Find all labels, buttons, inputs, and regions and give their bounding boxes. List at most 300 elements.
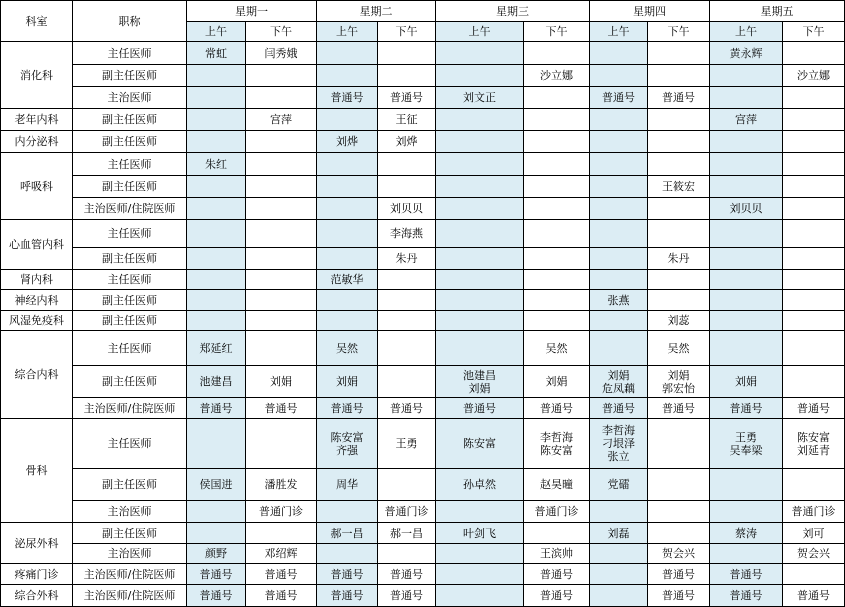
doctor-slot-cell [710, 176, 783, 198]
doctor-slot-cell [436, 544, 524, 564]
schedule-row [1, 270, 845, 290]
doctor-slot-cell: 普通门诊 [378, 501, 436, 523]
doctor-slot-cell [246, 220, 317, 248]
doctor-slot-cell [436, 564, 524, 585]
doctor-slot-cell: 王筱宏 [648, 176, 710, 198]
department-cell: 消化科 [1, 42, 73, 109]
doctor-slot-cell [246, 331, 317, 366]
doctor-slot-cell [783, 176, 845, 198]
doctor-slot-cell [187, 290, 246, 311]
doctor-slot-cell [317, 42, 378, 65]
doctor-slot-cell: 刘娟 危凤藕 [590, 366, 648, 398]
department-cell: 老年内科 [1, 109, 73, 131]
doctor-slot-cell: 范敏华 [317, 270, 378, 290]
doctor-slot-cell [783, 42, 845, 65]
doctor-slot-cell: 朱红 [187, 153, 246, 176]
doctor-slot-cell [436, 220, 524, 248]
doctor-slot-cell [783, 131, 845, 153]
doctor-slot-cell [524, 198, 590, 220]
doctor-slot-cell [436, 153, 524, 176]
header-am: 上午 [317, 22, 378, 42]
doctor-slot-cell [187, 220, 246, 248]
doctor-slot-cell [317, 198, 378, 220]
doctor-slot-cell [710, 544, 783, 564]
header-dept: 科室 [1, 1, 73, 42]
title-cell: 副主任医师 [73, 311, 187, 331]
schedule-row [1, 311, 845, 331]
doctor-slot-cell [648, 198, 710, 220]
doctor-slot-cell [436, 501, 524, 523]
doctor-slot-cell [524, 109, 590, 131]
doctor-slot-cell: 蔡涛 [710, 523, 783, 544]
doctor-slot-cell [524, 311, 590, 331]
doctor-slot-cell [783, 311, 845, 331]
doctor-slot-cell [378, 544, 436, 564]
doctor-slot-cell [436, 248, 524, 270]
doctor-slot-cell [783, 270, 845, 290]
doctor-slot-cell: 闫秀娥 [246, 42, 317, 65]
doctor-slot-cell [317, 65, 378, 87]
doctor-slot-cell: 黄永辉 [710, 42, 783, 65]
schedule-row [1, 290, 845, 311]
doctor-slot-cell: 王征 [378, 109, 436, 131]
doctor-slot-cell [710, 65, 783, 87]
doctor-slot-cell: 吴然 [648, 331, 710, 366]
department-cell: 肾内科 [1, 270, 73, 290]
doctor-slot-cell: 叶剑飞 [436, 523, 524, 544]
doctor-slot-cell: 刘娟 [524, 366, 590, 398]
schedule-row [1, 366, 845, 398]
header-pm: 下午 [246, 22, 317, 42]
doctor-slot-cell: 普通号 [648, 585, 710, 607]
doctor-slot-cell: 普通号 [648, 564, 710, 585]
doctor-slot-cell: 李哲海 刁垠泽 张立 [590, 419, 648, 469]
title-cell: 主任医师 [73, 42, 187, 65]
doctor-slot-cell: 吴然 [524, 331, 590, 366]
doctor-slot-cell: 刘磊 [590, 523, 648, 544]
schedule-row [1, 248, 845, 270]
doctor-slot-cell [378, 290, 436, 311]
doctor-slot-cell [710, 270, 783, 290]
doctor-slot-cell: 沙立娜 [783, 65, 845, 87]
title-cell: 副主任医师 [73, 131, 187, 153]
doctor-slot-cell: 刘贝贝 [710, 198, 783, 220]
doctor-slot-cell [648, 523, 710, 544]
doctor-slot-cell [436, 198, 524, 220]
doctor-slot-cell [524, 523, 590, 544]
doctor-slot-cell [590, 131, 648, 153]
doctor-slot-cell [648, 501, 710, 523]
doctor-slot-cell [378, 176, 436, 198]
doctor-slot-cell: 颜野 [187, 544, 246, 564]
doctor-slot-cell [246, 419, 317, 469]
schedule-row [1, 544, 845, 564]
doctor-slot-cell [590, 564, 648, 585]
doctor-slot-cell [590, 176, 648, 198]
schedule-row [1, 501, 845, 523]
doctor-slot-cell: 陈安富 刘延青 [783, 419, 845, 469]
department-cell: 泌尿外科 [1, 523, 73, 564]
schedule-row [1, 153, 845, 176]
header-day-monday: 星期一 [187, 1, 317, 22]
doctor-slot-cell: 普通号 [648, 87, 710, 109]
header-am: 上午 [436, 22, 524, 42]
header-pm: 下午 [783, 22, 845, 42]
doctor-slot-cell [648, 419, 710, 469]
doctor-slot-cell [246, 523, 317, 544]
doctor-slot-cell [648, 153, 710, 176]
doctor-slot-cell [436, 311, 524, 331]
doctor-slot-cell [590, 311, 648, 331]
schedule-row [1, 564, 845, 585]
doctor-slot-cell: 普通号 [710, 585, 783, 607]
doctor-slot-cell [710, 290, 783, 311]
doctor-slot-cell: 陈安富 [436, 419, 524, 469]
doctor-slot-cell: 普通号 [378, 398, 436, 419]
doctor-slot-cell: 刘娟 郭宏怡 [648, 366, 710, 398]
doctor-slot-cell: 刘娟 [246, 366, 317, 398]
schedule-row [1, 65, 845, 87]
schedule-row [1, 109, 845, 131]
doctor-slot-cell [187, 419, 246, 469]
doctor-slot-cell [317, 544, 378, 564]
doctor-slot-cell [710, 153, 783, 176]
schedule-row [1, 331, 845, 366]
doctor-slot-cell: 普通号 [378, 87, 436, 109]
title-cell: 主任医师 [73, 153, 187, 176]
doctor-slot-cell [378, 311, 436, 331]
doctor-slot-cell [710, 311, 783, 331]
title-cell: 副主任医师 [73, 65, 187, 87]
doctor-slot-cell [524, 270, 590, 290]
schedule-row [1, 198, 845, 220]
doctor-slot-cell [378, 65, 436, 87]
doctor-slot-cell: 普通门诊 [524, 501, 590, 523]
doctor-slot-cell: 李海燕 [378, 220, 436, 248]
doctor-slot-cell [783, 290, 845, 311]
doctor-slot-cell [783, 153, 845, 176]
department-cell: 神经内科 [1, 290, 73, 311]
doctor-slot-cell: 潘胜发 [246, 469, 317, 501]
doctor-slot-cell: 刘娟 [710, 366, 783, 398]
department-cell: 综合内科 [1, 331, 73, 419]
schedule-body [1, 1, 845, 607]
doctor-slot-cell: 孙卓然 [436, 469, 524, 501]
doctor-slot-cell: 王滨帅 [524, 544, 590, 564]
doctor-slot-cell [590, 153, 648, 176]
doctor-slot-cell [378, 270, 436, 290]
doctor-slot-cell [590, 109, 648, 131]
title-cell: 主治医师/住院医师 [73, 564, 187, 585]
doctor-slot-cell: 郑延红 [187, 331, 246, 366]
doctor-slot-cell: 赵昊曈 [524, 469, 590, 501]
doctor-slot-cell [187, 248, 246, 270]
doctor-slot-cell [648, 109, 710, 131]
doctor-slot-cell [590, 248, 648, 270]
header-day-friday: 星期五 [710, 1, 845, 22]
doctor-slot-cell [710, 469, 783, 501]
doctor-slot-cell [187, 523, 246, 544]
doctor-slot-cell [317, 290, 378, 311]
schedule-row [1, 131, 845, 153]
doctor-slot-cell: 普通号 [590, 398, 648, 419]
doctor-slot-cell [590, 544, 648, 564]
header-am: 上午 [710, 22, 783, 42]
doctor-slot-cell: 贺会兴 [783, 544, 845, 564]
doctor-slot-cell [378, 42, 436, 65]
doctor-slot-cell: 王勇 吴奉梁 [710, 419, 783, 469]
title-cell: 副主任医师 [73, 469, 187, 501]
title-cell: 主任医师 [73, 331, 187, 366]
doctor-slot-cell: 普通号 [710, 398, 783, 419]
doctor-slot-cell: 刘蕊 [648, 311, 710, 331]
header-am: 上午 [590, 22, 648, 42]
doctor-slot-cell [710, 220, 783, 248]
doctor-slot-cell [187, 87, 246, 109]
doctor-slot-cell [590, 331, 648, 366]
doctor-slot-cell [648, 65, 710, 87]
doctor-slot-cell: 刘文正 [436, 87, 524, 109]
doctor-slot-cell [590, 501, 648, 523]
doctor-slot-cell [317, 153, 378, 176]
doctor-slot-cell [187, 109, 246, 131]
doctor-slot-cell: 普通门诊 [783, 501, 845, 523]
doctor-slot-cell: 宫萍 [246, 109, 317, 131]
doctor-slot-cell: 普通号 [187, 398, 246, 419]
schedule-row [1, 419, 845, 469]
doctor-slot-cell [590, 198, 648, 220]
doctor-slot-cell: 普通号 [648, 398, 710, 419]
title-cell: 主治医师 [73, 501, 187, 523]
schedule-row [1, 42, 845, 65]
doctor-slot-cell [436, 42, 524, 65]
doctor-slot-cell: 沙立娜 [524, 65, 590, 87]
schedule-row [1, 585, 845, 607]
doctor-slot-cell [246, 153, 317, 176]
doctor-slot-cell: 周华 [317, 469, 378, 501]
schedule-row [1, 469, 845, 501]
header-row-days [1, 1, 845, 22]
doctor-slot-cell [524, 290, 590, 311]
doctor-slot-cell: 张燕 [590, 290, 648, 311]
doctor-slot-cell: 普通号 [317, 398, 378, 419]
doctor-slot-cell [648, 131, 710, 153]
doctor-slot-cell [378, 153, 436, 176]
title-cell: 副主任医师 [73, 366, 187, 398]
doctor-slot-cell: 刘贝贝 [378, 198, 436, 220]
doctor-slot-cell [317, 311, 378, 331]
title-cell: 副主任医师 [73, 176, 187, 198]
doctor-slot-cell: 宫萍 [710, 109, 783, 131]
doctor-slot-cell: 普通号 [317, 564, 378, 585]
doctor-slot-cell [524, 248, 590, 270]
department-cell: 疼痛门诊 [1, 564, 73, 585]
doctor-slot-cell [246, 87, 317, 109]
doctor-slot-cell [246, 270, 317, 290]
doctor-slot-cell [246, 65, 317, 87]
doctor-slot-cell: 刘娟 [317, 366, 378, 398]
doctor-slot-cell [317, 501, 378, 523]
doctor-slot-cell: 普通号 [187, 585, 246, 607]
doctor-slot-cell [187, 198, 246, 220]
doctor-slot-cell [378, 469, 436, 501]
doctor-slot-cell: 贺会兴 [648, 544, 710, 564]
doctor-slot-cell: 普通号 [524, 398, 590, 419]
doctor-slot-cell: 普通号 [783, 398, 845, 419]
doctor-slot-cell: 普通号 [436, 398, 524, 419]
doctor-slot-cell [590, 220, 648, 248]
doctor-slot-cell [783, 87, 845, 109]
doctor-slot-cell [783, 469, 845, 501]
doctor-slot-cell: 常虹 [187, 42, 246, 65]
doctor-slot-cell: 普通号 [590, 87, 648, 109]
title-cell: 副主任医师 [73, 523, 187, 544]
doctor-slot-cell [317, 176, 378, 198]
doctor-slot-cell [317, 220, 378, 248]
doctor-slot-cell [436, 109, 524, 131]
header-title: 职称 [73, 1, 187, 42]
doctor-slot-cell [710, 501, 783, 523]
doctor-slot-cell [783, 198, 845, 220]
title-cell: 主治医师/住院医师 [73, 198, 187, 220]
doctor-slot-cell: 李哲海 陈安富 [524, 419, 590, 469]
doctor-slot-cell [246, 290, 317, 311]
doctor-slot-cell [524, 131, 590, 153]
doctor-slot-cell [436, 176, 524, 198]
doctor-slot-cell [246, 198, 317, 220]
doctor-slot-cell: 普通号 [524, 585, 590, 607]
doctor-slot-cell: 普通号 [317, 87, 378, 109]
doctor-slot-cell: 普通号 [710, 564, 783, 585]
doctor-slot-cell [524, 176, 590, 198]
doctor-slot-cell [524, 153, 590, 176]
doctor-slot-cell [187, 65, 246, 87]
doctor-slot-cell [524, 42, 590, 65]
doctor-slot-cell [524, 87, 590, 109]
doctor-slot-cell [317, 109, 378, 131]
header-am: 上午 [187, 22, 246, 42]
doctor-slot-cell [378, 331, 436, 366]
doctor-slot-cell [246, 248, 317, 270]
header-day-tuesday: 星期二 [317, 1, 436, 22]
title-cell: 主治医师 [73, 544, 187, 564]
doctor-slot-cell [783, 564, 845, 585]
doctor-slot-cell [648, 469, 710, 501]
doctor-slot-cell [783, 220, 845, 248]
doctor-slot-cell [710, 331, 783, 366]
doctor-slot-cell [436, 585, 524, 607]
doctor-slot-cell [590, 585, 648, 607]
doctor-slot-cell: 陈安富 齐强 [317, 419, 378, 469]
doctor-slot-cell [648, 220, 710, 248]
header-pm: 下午 [648, 22, 710, 42]
department-cell: 骨科 [1, 419, 73, 523]
doctor-slot-cell [710, 87, 783, 109]
department-cell: 内分泌科 [1, 131, 73, 153]
doctor-slot-cell: 池建昌 刘娟 [436, 366, 524, 398]
title-cell: 主任医师 [73, 270, 187, 290]
doctor-slot-cell: 王勇 [378, 419, 436, 469]
doctor-slot-cell: 池建昌 [187, 366, 246, 398]
doctor-slot-cell [436, 65, 524, 87]
doctor-slot-cell [710, 131, 783, 153]
header-pm: 下午 [524, 22, 590, 42]
doctor-slot-cell [187, 311, 246, 331]
header-day-thursday: 星期四 [590, 1, 710, 22]
doctor-slot-cell [783, 248, 845, 270]
doctor-slot-cell: 朱丹 [378, 248, 436, 270]
doctor-slot-cell [436, 131, 524, 153]
doctor-slot-cell [187, 501, 246, 523]
doctor-slot-cell: 普通门诊 [246, 501, 317, 523]
title-cell: 主治医师 [73, 87, 187, 109]
doctor-slot-cell [590, 65, 648, 87]
doctor-slot-cell [436, 270, 524, 290]
doctor-slot-cell: 普通号 [246, 564, 317, 585]
doctor-slot-cell: 郝一昌 [317, 523, 378, 544]
doctor-slot-cell [187, 270, 246, 290]
doctor-slot-cell: 普通号 [783, 585, 845, 607]
schedule-row [1, 220, 845, 248]
doctor-slot-cell: 普通号 [317, 585, 378, 607]
doctor-slot-cell [246, 176, 317, 198]
doctor-slot-cell: 邓绍辉 [246, 544, 317, 564]
doctor-slot-cell [187, 131, 246, 153]
doctor-slot-cell [187, 176, 246, 198]
doctor-slot-cell [783, 109, 845, 131]
department-cell: 呼吸科 [1, 153, 73, 220]
schedule-row [1, 176, 845, 198]
doctor-slot-cell [246, 311, 317, 331]
title-cell: 主任医师 [73, 220, 187, 248]
doctor-slot-cell: 普通号 [378, 564, 436, 585]
header-pm: 下午 [378, 22, 436, 42]
doctor-slot-cell: 普通号 [246, 398, 317, 419]
doctor-slot-cell: 侯国进 [187, 469, 246, 501]
title-cell: 副主任医师 [73, 109, 187, 131]
doctor-slot-cell: 郝一昌 [378, 523, 436, 544]
title-cell: 主任医师 [73, 419, 187, 469]
doctor-slot-cell [378, 366, 436, 398]
doctor-slot-cell [317, 248, 378, 270]
doctor-slot-cell [436, 290, 524, 311]
doctor-slot-cell [648, 290, 710, 311]
title-cell: 主治医师/住院医师 [73, 585, 187, 607]
doctor-slot-cell [246, 131, 317, 153]
doctor-slot-cell [524, 220, 590, 248]
header-day-wednesday: 星期三 [436, 1, 590, 22]
schedule-row [1, 87, 845, 109]
doctor-slot-cell: 普通号 [246, 585, 317, 607]
doctor-slot-cell: 朱丹 [648, 248, 710, 270]
doctor-slot-cell [648, 270, 710, 290]
doctor-slot-cell: 吴然 [317, 331, 378, 366]
doctor-slot-cell: 刘烨 [378, 131, 436, 153]
doctor-slot-cell: 普通号 [187, 564, 246, 585]
doctor-slot-cell [436, 331, 524, 366]
department-cell: 风湿免疫科 [1, 311, 73, 331]
title-cell: 副主任医师 [73, 248, 187, 270]
department-cell: 心血管内科 [1, 220, 73, 270]
doctor-slot-cell: 普通号 [378, 585, 436, 607]
title-cell: 主治医师/住院医师 [73, 398, 187, 419]
department-cell: 综合外科 [1, 585, 73, 607]
doctor-slot-cell [590, 42, 648, 65]
schedule-row [1, 398, 845, 419]
doctor-slot-cell: 刘烨 [317, 131, 378, 153]
doctor-slot-cell [783, 366, 845, 398]
doctor-slot-cell [648, 42, 710, 65]
